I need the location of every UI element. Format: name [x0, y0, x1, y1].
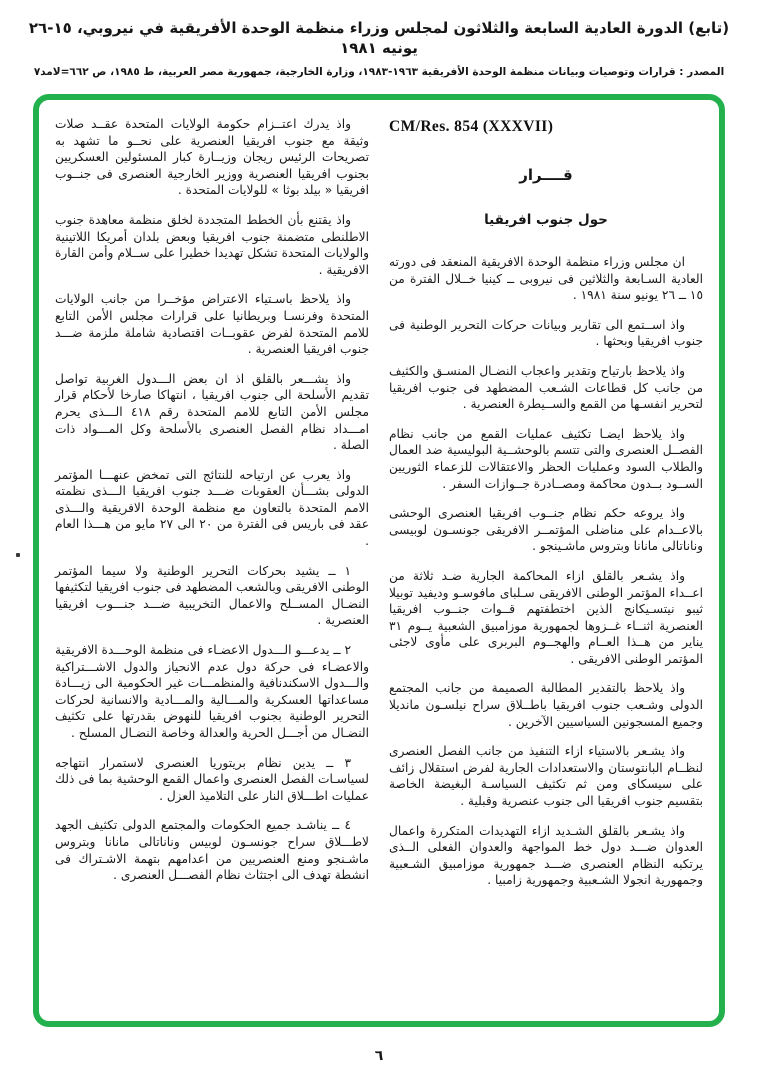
left-paragraph-2: واذ يقتنع بأن الخطط المتجددة لخلق منظمة معاهدة جنوب الاطلنطى متضمنة جنوب افريقيا وبعض بلدان أمريكا اللاتينية والولايات المتحدة تشكل تهديدا خطيرا على ســلام وأمن القارة الافريقية . — [55, 212, 369, 277]
right-column — [389, 116, 703, 1011]
right-paragraph-8: واذ يشـعر بالاستياء ازاء التنفيذ من جانب الفصل العنصرى لنظــام البانتوستان والاستعدادات الجارية لفرض استقلال زائف على سيسكاى ومن ثم تكثيف السياسـة البغيضة الخاصة بتقسيم جنوب افريقيا الى جنوب عنصرية وقبلية . — [389, 744, 703, 809]
resolution-number: CM/Res. 854 (XXXVII) — [389, 118, 554, 135]
left-paragraph-6: ١ ــ يشيد بحركات التحرير الوطنية ولا سيما المؤتمر الوطنى الافريقى وبالشعب المضطهد فى جنوب افريقيا لتكثيفها النضـال المســلح والاعمال التخريبية ضـــد جنـــوب افريقيا العنصرية . — [55, 563, 369, 628]
page-number: ٦ — [374, 1048, 384, 1064]
source-citation: المصدر : قرارات وتوصيات وبيانات منظمة الوحدة الأفريقية ١٩٦٣-١٩٨٣، وزارة الخارجية، جمهورية مصر العربية، ط ١٩٨٥، ص ٦٦٢=لامد٧ — [33, 65, 725, 78]
document-frame — [33, 94, 725, 1027]
left-paragraph-5: واذ يعرب عن ارتياحه للنتائج التى تمخض عنهـــا المؤتمر الدولى بشـــأن العقوبات ضـــد جنوب افريقيا الـــذى نظمته الامم المتحدة بالتعاون مع منظمة الوحدة الافريقية والـــذى عقد فى باريس فى الفترة من ٢٠ الى ٢٧ مايو من هـــذا العام . — [55, 467, 369, 549]
session-title: (تابع) الدورة العادية السابعة والثلاثون لمجلس وزراء منظمة الوحدة الأفريقية في نيروبي، ١٥-٢٦ يونيه ١٩٨١ — [28, 19, 730, 58]
right-paragraph-6: واذ يشـعر بالقلق ازاء المحاكمة الجارية ضـد ثلاثة من اعــداء المؤتمر الوطنى الافريقى سـلباى مافوسـو وديفيد توبيلا ثيبو نيتسـيكانج الذين اختطفتهم قــوات جنــوب افريقيا العنصرية اثنــاء غــزوها لجمهورية موزامبيق الشعبية يــوم ٣١ يناير من هــذا العــام والهجــوم البربرى على مأوى لاجئى المؤتمر الوطنى الافريقى . — [389, 568, 703, 666]
right-paragraph-9: واذ يشـعر بالقلق الشـديد ازاء التهديدات المتكررة واعمال العدوان ضـــد دول خط المواجهة والعدوان الفعلى الــذى يرتكبه النظام العنصرى ضـــد جمهورية موزامبيق الشـعبية وجمهورية انجولا الشـعبية وجمهورية زامبيا . — [389, 823, 703, 888]
left-paragraph-4: واذ يشـــعر بالقلق اذ ان بعض الـــدول الغربية تواصل تقديم الأسلحة الى جنوب افريقيا ، انتهاكا صارخا لأحكام قرار مجلس الأمن التابع للامم المتحدة رقم ٤١٨ الـــذى يحرم امـــداد نظام الفصل العنصرى بالأسلحة وكل المـــواد ذات الصلة . — [55, 371, 369, 453]
right-paragraph-4: واذ يلاحظ ايضـا تكثيف عمليات القمع من جانب نظام الفصــل العنصرى والتى تتسم بالوحشــية البوليسية ضد العمال والطلاب السود وعمليات الحظر والاعتقالات للزعماء الثوريين الســود بــدون محاكمة ومصــادرة جــوازات السفر . — [389, 426, 703, 491]
text-columns — [55, 116, 703, 1011]
right-paragraph-5: واذ يروعه حكم نظام جنــوب افريقيا العنصرى الوحشى بالاعــدام على مناضلى المؤتمــر الافريقى جونسـون لوبيسى وناناتالى مانانا وبتروس ماشـينجو . — [389, 506, 703, 554]
page-header — [0, 18, 758, 79]
page-footer — [0, 1048, 758, 1064]
right-paragraph-2: واذ اســتمع الى تقارير وبيانات حركات التحرير الوطنية فى جنوب افريقيا وبحثها . — [389, 317, 703, 349]
left-paragraph-1: واذ يدرك اعتــزام حكومة الولايات المتحدة عقــد صلات وثيقة مع جنوب افريقيا العنصرية على نحــو ما تشهد به تصريحات الرئيس ريجان وزيــارة كبار المسئولين العسكريين بجنوب افريقيا العنصرية ووزير الخارجية العنصرى فى جنــوب افريقيا « بيلد بوثا » للولايات المتحدة . — [55, 117, 369, 198]
left-paragraph-7: ٢ ــ يدعـــو الـــدول الاعضـاء فى منظمة الوحـــدة الافريقية والاعضـاء فى حركة دول عدم الانحياز والدول الاشـــتراكية والـــدول الاسكندنافية والمنظمـــات غير الحكومية الى زيـــادة مساعداتها العسكرية والمـــالية والمـــادية والانسانية لحركات التحرير الوطنية بجنوب افريقيا للنهوض بقدرتها على تكثيف النضـال من أجـــل الحرية والعدالة وخاصة النضـال المسلح . — [55, 643, 369, 740]
right-paragraph-3: واذ يلاحظ بارتياح وتقدير واعجاب النضـال المنسـق والكثيف من جانب كل قطاعات الشـعب المضطهد فى جنوب افريقيا لتحرير انفسـها من القمع والســيطرة العنصرية . — [389, 363, 703, 412]
right-paragraph-7: واذ يلاحظ بالتقدير المطالبة الصميمة من جانب المجتمع الدولى وشـعب جنوب افريقيا باطــلاق سراح نيلسـون مانديلا وجميع المسجونين السياسيين الآخرين . — [389, 681, 703, 729]
resolution-title: قــــرار — [519, 166, 573, 184]
left-paragraph-8: ٣ ــ يدين نظام بريتوريا العنصرى لاستمرار انتهاجه لسياسـات الفصل العنصرى واعمال القمع الوحشية بما فى ذلك عمليات اطـــلاق النار على التلاميذ العزل . — [55, 755, 369, 803]
left-paragraph-9: ٤ ــ يناشـد جميع الحكومات والمجتمع الدولى تكثيف الجهد لاطـــلاق سراح جونسـون لوبيس وناناتالى مانانا وبتروس ماشـنجو ومنع العنصريين من اعدامهم بتهمة الاشـتراك فى انشطة تهدف الى اجتثاث نظام الفصـــل العنصرى . — [55, 818, 369, 883]
resolution-subtitle: حول جنوب افريقيا — [484, 212, 608, 228]
left-paragraph-3: واذ يلاحظ باسـتياء الاعتراض مؤخــرا من جانب الولايات المتحدة وفرنسـا وبريطانيا على قرارات مجلس الأمن التابع للامم المتحدة لفرض عقوبــات اقتصادية شاملة ملزمة ضـــد جنوب افريقيا العنصرية . — [55, 292, 369, 357]
left-column — [55, 116, 369, 1011]
scan-artifact-dot — [16, 553, 20, 557]
right-paragraph-1: ان مجلس وزراء منظمة الوحدة الافريقية المنعقد فى دورته العادية السـابعة والثلاثين فى نيروبى ــ كينيا خــلال الفترة من ١٥ ــ ٢٦ يونيو سنة ١٩٨١ . — [389, 255, 703, 303]
